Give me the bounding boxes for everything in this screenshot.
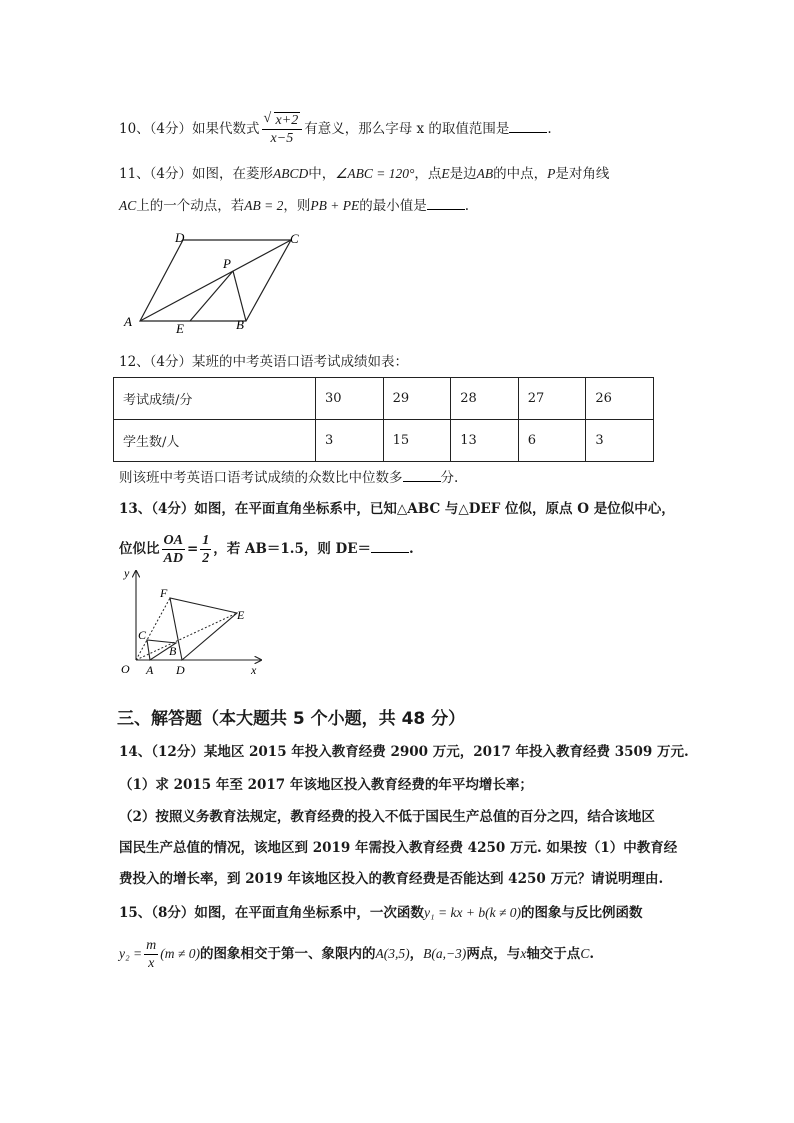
q11-expr: AB = 2 [244,198,284,213]
table-cell: 28 [451,378,519,420]
q11-text: ，则 [283,198,311,214]
q11-var: E [441,166,450,181]
q11-var: ABCD [273,166,309,181]
q15-text: ， [409,946,424,962]
q11-var: AB [476,166,494,181]
answer-blank [371,538,409,553]
label-D: D [176,663,185,677]
table-cell: 6 [518,420,586,462]
q15-text: 15、（8分）如图，在平面直角坐标系中，一次函数 [119,905,424,921]
frac-denominator: 2 [202,551,210,566]
section-title: 三、解答题（本大题共 5 个小题，共 48 分） [117,709,466,729]
q11-text: 的中点， [493,166,548,182]
coordinate-figure [115,563,270,683]
q11-expr: PB + PE [310,198,360,213]
q11-var: P [547,166,556,181]
label-A: A [146,663,154,677]
q10-fraction: √ x+2 x−5 [262,112,303,147]
q15-var: x [520,946,527,961]
score-table [113,377,654,462]
q15-text: 两点，与 [466,946,521,962]
label-E: E [237,608,245,622]
table-cell: 29 [383,378,451,420]
q11-text: ，点 [414,166,442,182]
q13-line2 [119,532,414,567]
table-cell: 15 [383,420,451,462]
label-E: E [176,321,184,336]
label-P: P [223,256,231,271]
q15-text: 轴交于点 [526,946,581,962]
q12-text: 则该班中考英语口语考试成绩的众数比中位数多 [119,470,403,486]
axis-x-label: x [251,663,257,677]
answer-blank [509,118,547,133]
q13-line1: 13、（4分）如图，在平面直角坐标系中，已知△ABC 与△DEF 位似，原点 O 是位似中心， [119,501,675,517]
q12-title: 12、（4分）某班的中考英语口语考试成绩如表： [119,354,409,370]
label-O: O [121,662,130,676]
q13-fraction [200,532,211,567]
rhombus-figure [118,226,318,338]
label-B: B [236,317,244,332]
q14-line2: （1）求 2015 年至 2017 年该地区投入教育经费的年平均增长率； [119,777,533,793]
q13-fraction [162,532,185,567]
frac-numerator: 1 [202,533,210,548]
q11-text: 是对角线 [555,166,610,182]
label-B: B [169,644,177,658]
q14-line5: 费投入的增长率，到 2019 年该地区投入的教育经费是否能达到 4250 万元？请说明理由. [119,871,664,887]
label-F: F [160,586,168,600]
table-cell: 3 [316,420,384,462]
q11-var: AC [119,198,137,213]
q11-text: 的最小值是 [359,198,427,214]
q12-text: 分. [440,470,459,486]
q11-end: . [464,198,470,214]
label-D: D [175,230,185,245]
q15-text: 的图象与反比例函数 [520,905,643,921]
axis-y-label: y [124,566,130,580]
q14-line3: （2）按照义务教育法规定，教育经费的投入不低于国民生产总值的百分之四，结合该地区 [119,809,655,825]
label-C: C [138,628,147,642]
q13-end: . [409,541,414,557]
q15-text: 的图象相交于第一、象限内的 [199,946,376,962]
q15-y2: y₂ = [119,946,143,961]
q11-text: 中， [308,166,336,182]
q10 [119,112,552,147]
table-cell: 30 [316,378,384,420]
answer-blank [403,467,441,482]
frac-denominator: AD [163,551,183,566]
q10-end: . [547,121,552,137]
table-row [114,420,654,462]
q12-after [119,467,458,488]
table-row [114,378,654,420]
table-cell: 26 [586,378,654,420]
q11-line1 [119,164,609,184]
q10-suffix: 有意义，那么字母 x 的取值范围是 [304,121,510,137]
label-A: A [124,314,132,329]
frac-numerator: OA [163,533,183,548]
table-cell: 考试成绩/分 [114,378,316,420]
frac-numerator: m [146,938,157,953]
q14-line1: 14、（12分）某地区 2015 年投入教育经费 2900 万元，2017 年投入教育经费 3509 万元. [119,744,689,760]
q11-text: 11、（4分）如图，在菱形 [119,166,274,182]
q15-function: y₁ = kx + b(k ≠ 0) [423,905,521,920]
q11-angle: ∠ABC = 120° [335,166,415,181]
q15-line1 [119,903,642,923]
frac-denominator: x [148,956,155,971]
q13-text: 位似比 [119,541,160,557]
answer-blank [427,195,465,210]
q15-end: . [589,946,595,962]
table-cell: 3 [586,420,654,462]
q10-denominator: x−5 [270,131,294,146]
q15-point: A(3,5) [375,946,410,961]
q10-numerator: x+2 [275,113,299,128]
q11-text: 是边 [449,166,477,182]
q13-eq: = [186,541,199,557]
table-cell: 13 [451,420,519,462]
q13-text: ，若 AB＝1.5，则 DE＝ [213,541,372,557]
q11-text: 上的一个动点，若 [136,198,245,214]
q15-var: C [580,946,590,961]
table-cell: 27 [518,378,586,420]
label-C: C [290,231,299,246]
q15-point: B(a,−3) [423,946,467,961]
q15-fraction [144,937,158,972]
q10-prefix: 10、（4分）如果代数式 [119,121,260,137]
q15-line2 [119,937,594,972]
q15-cond: (m ≠ 0) [160,946,200,961]
q11-line2 [119,195,469,216]
table-cell: 学生数/人 [114,420,316,462]
q14-line4: 国民生产总值的情况，该地区到 2019 年需投入教育经费 4250 万元. 如果按（1）中教育经 [119,840,678,856]
